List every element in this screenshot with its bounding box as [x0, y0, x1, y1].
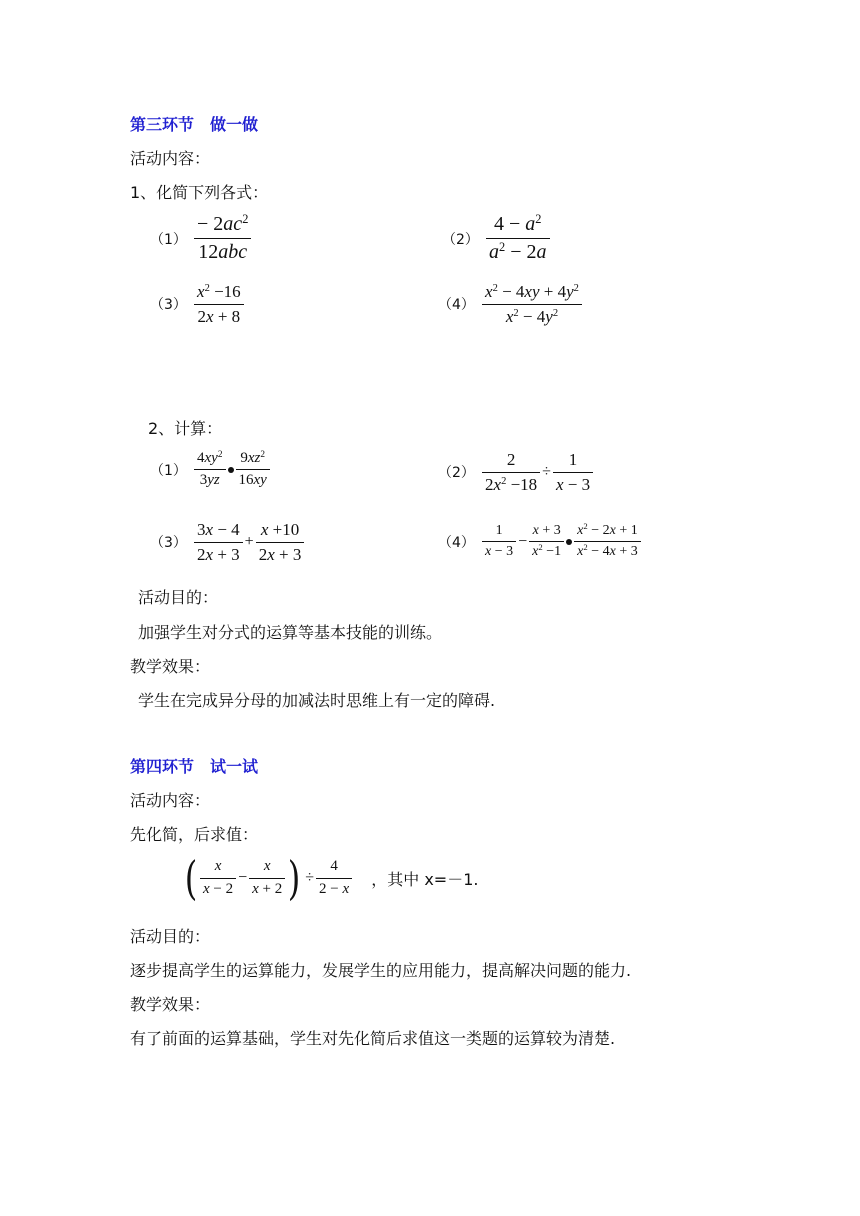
- q2-item-2: （2） $\frac{2}{2x^2 -18}$ ÷ $\frac{1}{x - 3}$: [436, 450, 593, 494]
- section3-heading: 第三环节 做一做: [130, 115, 259, 134]
- q1-item-2: [440, 213, 550, 264]
- question1-label: 1、化简下列各式：: [130, 183, 269, 202]
- section4-task-text: 先化简，后求值：: [130, 825, 259, 844]
- q1-item-1-expression: $\frac{- 2ac^2}{\text{12abc}}$: [194, 213, 251, 264]
- q2-item-2-number: （2）: [438, 465, 475, 482]
- q2-item-1: （1） $\frac{4xy^2}{3yz}$ $\frac{9xz^2}{16xy}$: [148, 450, 270, 490]
- section3-effect-text: 学生在完成异分母的加减法时思维上有一定的障碍.: [138, 691, 496, 710]
- q1-item-4: [436, 282, 582, 326]
- q1-item-1: [148, 213, 251, 264]
- section3-purpose-label: 活动目的：: [138, 588, 219, 607]
- q1-item-3-expression: $\frac{x^2 -16}{2x + 8}$: [194, 282, 244, 326]
- multiply-dot-icon: [566, 539, 572, 545]
- section3-purpose-text: 加强学生对分式的运算等基本技能的训练。: [138, 623, 443, 642]
- q1-item-2-number: （2）: [442, 231, 479, 248]
- q1-item-4-expression: $\frac{x^2 - 4xy + 4y^2}{x^2 - 4y^2}$: [482, 282, 582, 326]
- section4-condition: ，其中 x=－1.: [371, 869, 479, 889]
- q1-item-3: [148, 282, 244, 326]
- q2-item-3-number: （3）: [150, 535, 187, 552]
- section3-activity-content-label: 活动内容：: [130, 149, 211, 168]
- section3-effect-label: 教学效果：: [130, 657, 211, 676]
- q1-item-4-number: （4）: [438, 297, 475, 314]
- section4-expression: ( $\frac{x}{x - 2}$ − $\frac{x}{x + 2}$ ) ÷ $\frac{4}{2 - x}$ ，其中 x=－1.: [184, 851, 479, 905]
- section4-purpose-text: 逐步提高学生的运算能力，发展学生的应用能力，提高解决问题的能力.: [130, 961, 632, 980]
- section4-activity-content-label: 活动内容：: [130, 791, 211, 810]
- section4-effect-text: 有了前面的运算基础，学生对先化简后求值这一类题的运算较为清楚.: [130, 1029, 616, 1048]
- q1-item-2-expression: $\frac{4 - a^2}{a^2 - 2a}$: [486, 213, 549, 264]
- section4-purpose-label: 活动目的：: [130, 927, 211, 946]
- q2-item-4: （4） $\frac{1}{x - 3}$ − $\frac{x + 3}{x^2 -1}$ $\frac{x^2 - 2x + 1}{x^2 - 4x + 3}$: [436, 523, 641, 560]
- section4-effect-label: 教学效果：: [130, 995, 211, 1014]
- q2-item-1-number: （1）: [150, 462, 187, 479]
- q2-item-3: （3） $\frac{3x - 4}{2x + 3}$ + $\frac{x +10}{2x + 3}$: [148, 520, 304, 564]
- question2-label: 2、计算：: [148, 419, 223, 438]
- section4-heading: 第四环节 试一试: [130, 757, 259, 776]
- q1-item-3-number: （3）: [150, 297, 187, 314]
- q2-item-4-number: （4）: [438, 534, 475, 551]
- multiply-dot-icon: [228, 467, 234, 473]
- q1-item-1-number: （1）: [150, 231, 187, 248]
